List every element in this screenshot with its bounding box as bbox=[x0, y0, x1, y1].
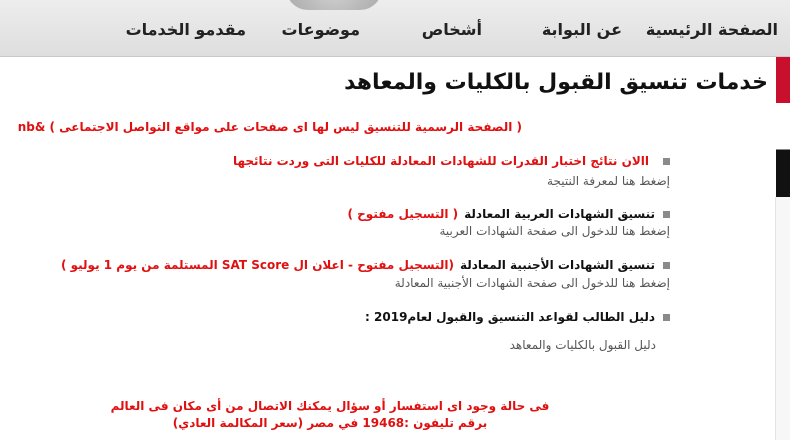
flag-stripe bbox=[776, 57, 790, 197]
list-item bbox=[365, 310, 670, 324]
result-link[interactable]: إضغط هنا لمعرفة النتيجة bbox=[547, 174, 670, 188]
foreign-certificates-link[interactable]: إضغط هنا للدخول الى صفحة الشهادات الأجنبية المعادلة bbox=[394, 276, 670, 290]
portal-seal-icon bbox=[286, 0, 382, 10]
admission-guide-link[interactable]: دليل القبول بالكليات والمعاهد bbox=[509, 338, 656, 352]
nav-home[interactable]: الصفحة الرئيسية bbox=[645, 20, 778, 39]
nav-about[interactable]: عن البوابة bbox=[541, 20, 622, 39]
nav-people[interactable]: أشخاص bbox=[421, 20, 482, 39]
item-title: دليل الطالب لقواعد التنسيق والقبول لعام2019 : bbox=[365, 310, 655, 324]
official-page-notice: ( الصفحة الرسمية للتنسيق ليس لها اى صفحات على مواقع التواصل الاجتماعى ) &nb bbox=[17, 120, 522, 134]
page-title: خدمات تنسيق القبول بالكليات والمعاهد bbox=[344, 70, 768, 95]
item-title: االان نتائج اختبار القدرات للشهادات المعادلة للكليات التى وردت نتائجها bbox=[232, 154, 649, 168]
registration-status: (التسجيل مفتوح - اعلان ال SAT Score المستلمة من يوم 1 يوليو ) bbox=[60, 258, 454, 272]
nav-service-providers[interactable]: مقدمو الخدمات bbox=[125, 20, 246, 39]
main-content bbox=[0, 57, 776, 440]
contact-info bbox=[60, 398, 600, 432]
bullet-icon bbox=[663, 262, 670, 269]
nav-topics[interactable]: موضوعات bbox=[281, 20, 360, 39]
side-panel-edge bbox=[775, 197, 790, 440]
list-item bbox=[61, 258, 670, 272]
item-title: تنسيق الشهادات العربية المعادلة bbox=[464, 207, 655, 221]
top-navigation bbox=[0, 0, 790, 57]
list-item bbox=[233, 154, 670, 168]
bullet-icon bbox=[663, 211, 670, 218]
bullet-icon bbox=[663, 314, 670, 321]
contact-line-2: برقم تليفون :19468 في مصر (سعر المكالمة العادي) bbox=[172, 416, 488, 430]
arab-certificates-link[interactable]: إضغط هنا للدخول الى صفحة الشهادات العربية bbox=[439, 224, 670, 238]
list-item bbox=[348, 207, 671, 221]
registration-status: ( التسجيل مفتوح ) bbox=[347, 207, 459, 221]
bullet-icon bbox=[663, 158, 670, 165]
item-title: تنسيق الشهادات الأجنبية المعادلة bbox=[459, 258, 655, 272]
contact-line-1: فى حالة وجود اى استفسار أو سؤال يمكنك الاتصال من أى مكان فى العالم bbox=[110, 399, 550, 413]
